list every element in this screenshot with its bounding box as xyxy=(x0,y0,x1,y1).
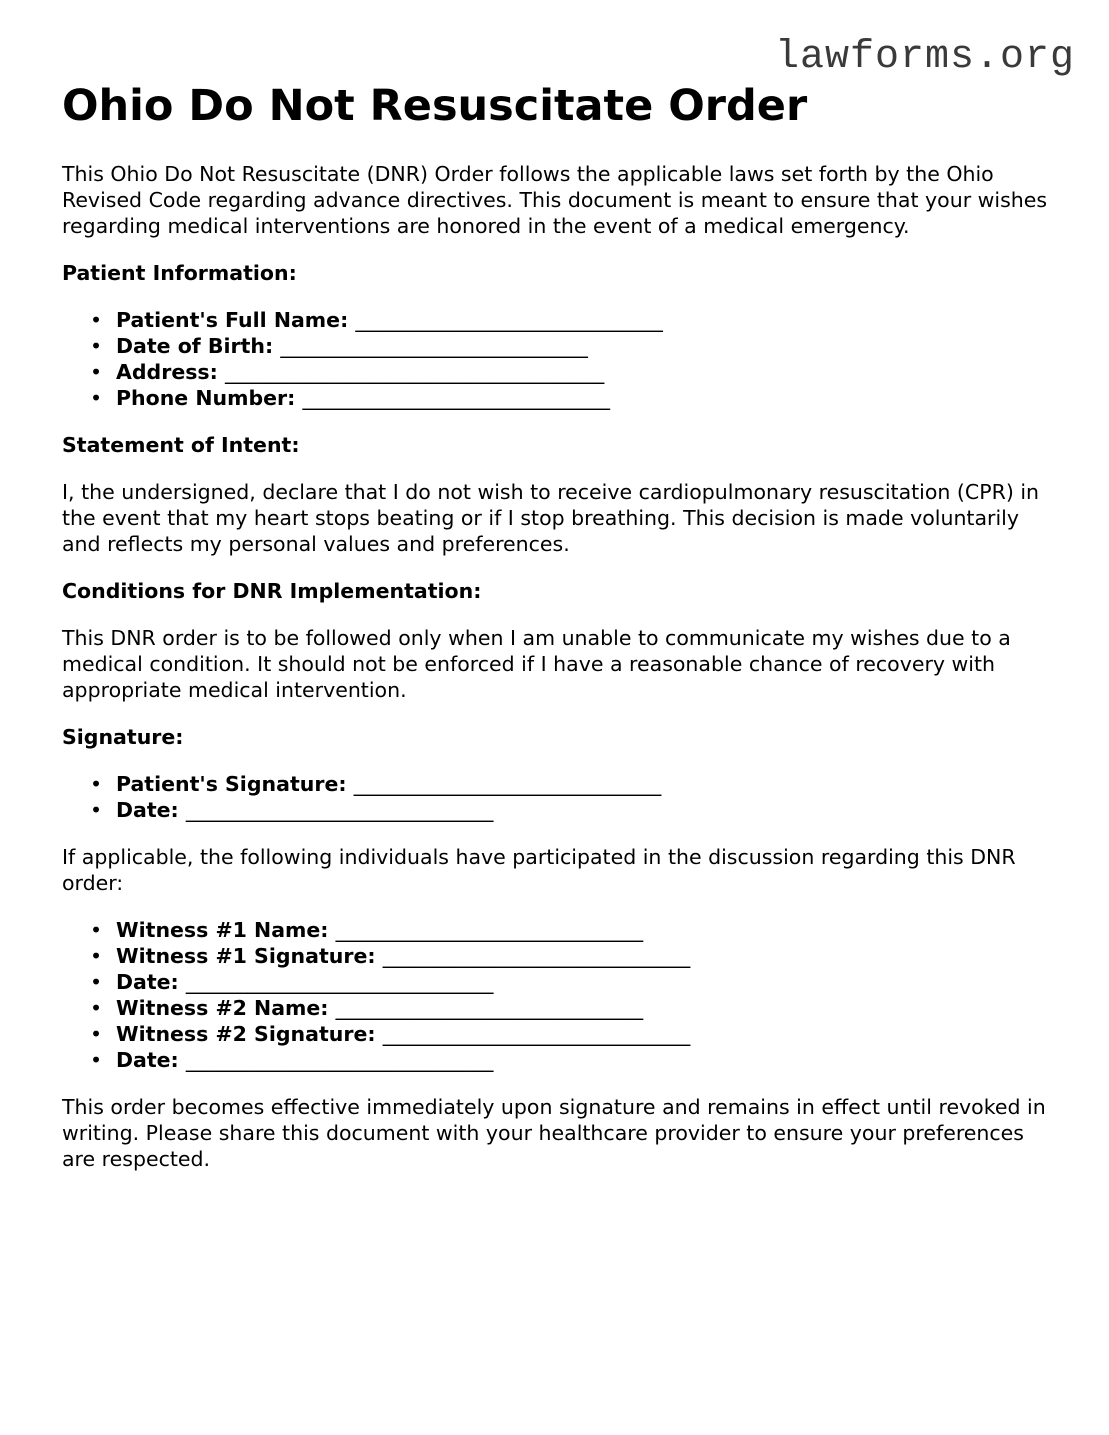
field-label: Witness #2 Signature: xyxy=(116,1022,376,1046)
conditions-heading: Conditions for DNR Implementation: xyxy=(62,579,482,603)
watermark-logo: lawforms.org xyxy=(774,35,1075,80)
field-witness1-name xyxy=(116,917,1052,943)
field-label: Witness #2 Name: xyxy=(116,996,329,1020)
fill-in-blank[interactable]: _____________________________________ xyxy=(224,360,605,384)
field-witness2-date xyxy=(116,1047,1052,1073)
witness-list xyxy=(62,917,1052,1073)
field-patient-full-name xyxy=(116,307,1052,333)
fill-in-blank[interactable]: ______________________________ xyxy=(185,970,494,994)
field-label: Patient's Signature: xyxy=(116,772,347,796)
field-label: Phone Number: xyxy=(116,386,296,410)
field-date-of-birth xyxy=(116,333,1052,359)
witness-intro-paragraph: If applicable, the following individuals have participated in the discussion regarding this DNR order: xyxy=(62,845,1016,895)
intent-heading: Statement of Intent: xyxy=(62,433,300,457)
field-label: Date: xyxy=(116,1048,179,1072)
field-witness1-signature xyxy=(116,943,1052,969)
patient-info-list xyxy=(62,307,1052,411)
field-label: Date: xyxy=(116,970,179,994)
fill-in-blank[interactable]: ______________________________ xyxy=(353,772,662,796)
conditions-paragraph: This DNR order is to be followed only when I am unable to communicate my wishes due to a medical condition. It should not be enforced if I have a reasonable chance of recovery with appropriate medical intervention. xyxy=(62,626,1011,702)
field-label: Witness #1 Name: xyxy=(116,918,329,942)
signature-list xyxy=(62,771,1052,823)
field-label: Address: xyxy=(116,360,218,384)
fill-in-blank[interactable]: ______________________________ xyxy=(280,334,588,358)
fill-in-blank[interactable]: ______________________________ xyxy=(382,1022,691,1046)
field-address xyxy=(116,359,1052,385)
field-label: Date: xyxy=(116,798,179,822)
field-signature-date xyxy=(116,797,1052,823)
fill-in-blank[interactable]: ______________________________ xyxy=(302,386,610,410)
intro-paragraph: This Ohio Do Not Resuscitate (DNR) Order follows the applicable laws set forth by the Ohio Revised Code regarding advance directives. This document is meant to ensure that your wishes regarding medical interventions are honored in the event of a medical emergency. xyxy=(62,162,1048,238)
field-label: Patient's Full Name: xyxy=(116,308,349,332)
intent-paragraph: I, the undersigned, declare that I do not wish to receive cardiopulmonary resuscitation (CPR) in the event that my heart stops beating or if I stop breathing. This decision is made voluntarily and reflects my personal values and preferences. xyxy=(62,480,1040,556)
field-witness2-signature xyxy=(116,1021,1052,1047)
field-witness2-name xyxy=(116,995,1052,1021)
field-label: Witness #1 Signature: xyxy=(116,944,376,968)
page-title: Ohio Do Not Resuscitate Order xyxy=(62,81,808,131)
field-label: Date of Birth: xyxy=(116,334,274,358)
patient-info-heading: Patient Information: xyxy=(62,261,297,285)
signature-heading: Signature: xyxy=(62,725,184,749)
fill-in-blank[interactable]: ______________________________ xyxy=(355,308,663,332)
field-phone-number xyxy=(116,385,1052,411)
field-patient-signature xyxy=(116,771,1052,797)
fill-in-blank[interactable]: ______________________________ xyxy=(382,944,691,968)
closing-paragraph: This order becomes effective immediately upon signature and remains in effect until revoked in writing. Please share this document with your healthcare provider to ensure your preferences are respected. xyxy=(62,1095,1046,1171)
fill-in-blank[interactable]: ______________________________ xyxy=(185,1048,494,1072)
fill-in-blank[interactable]: ______________________________ xyxy=(185,798,494,822)
field-witness1-date xyxy=(116,969,1052,995)
fill-in-blank[interactable]: ______________________________ xyxy=(335,996,644,1020)
document-page xyxy=(62,80,1052,1172)
fill-in-blank[interactable]: ______________________________ xyxy=(335,918,644,942)
